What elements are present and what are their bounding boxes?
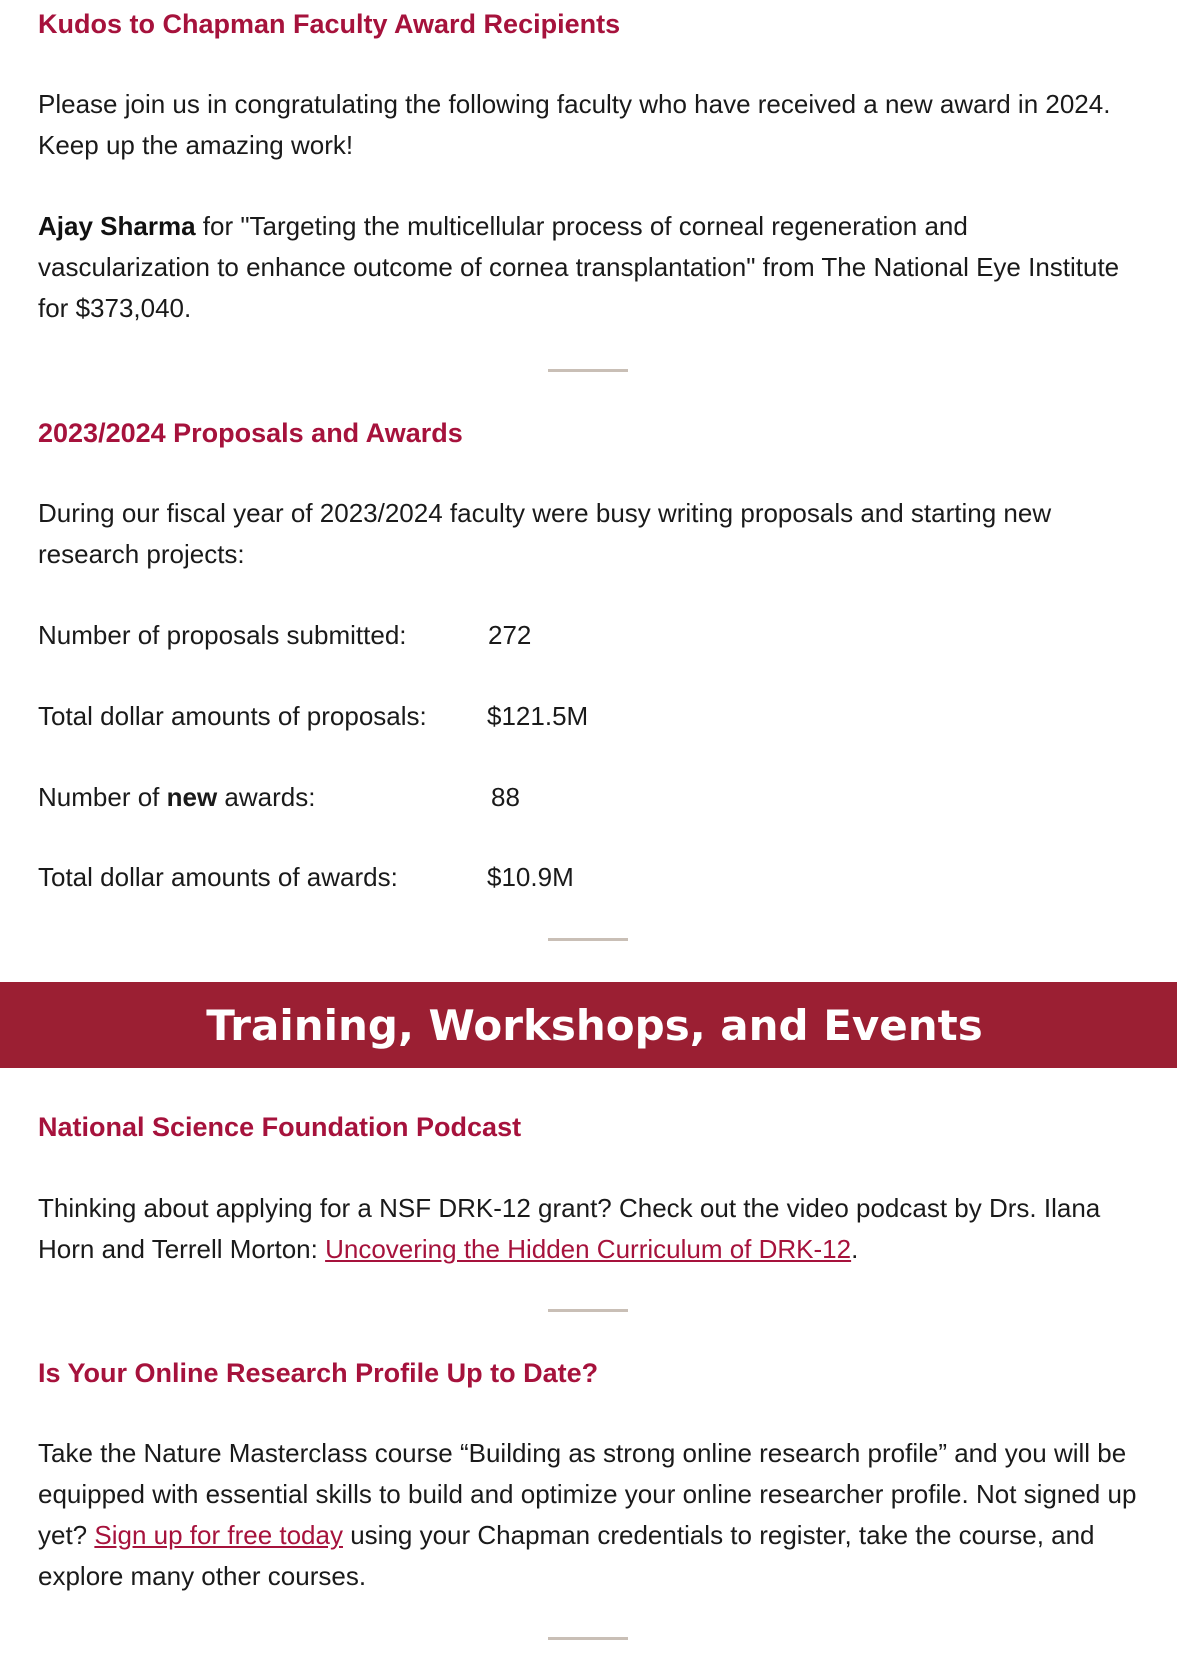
kudos-intro-block [38,84,1143,166]
proposals-heading: 2023/2024 Proposals and Awards [38,418,463,448]
podcast-section [38,1111,1143,1143]
stat-label-new-awards-pre: Number of [38,782,167,812]
proposals-intro: During our fiscal year of 2023/2024 faculty were busy writing proposals and starting new research projects: [38,498,1052,569]
profile-text-block [38,1433,1143,1597]
stat-value-award-dollars: $10.9M [487,862,574,892]
recipient-name: Ajay Sharma [38,211,196,241]
podcast-text-block [38,1188,1143,1270]
podcast-link[interactable]: Uncovering the Hidden Curriculum of DRK-12 [325,1234,852,1264]
signup-link[interactable]: Sign up for free today [94,1520,343,1550]
profile-text-post: using your Chapman credentials to register, take the course, and explore many other courses. [38,1520,1095,1591]
kudos-intro: Please join us in congratulating the following faculty who have received a new award in 2024. Keep up the amazing work! [38,89,1111,160]
section-divider [548,1309,628,1312]
banner-title: Training, Workshops, and Events [206,1000,983,1050]
proposals-intro-block [38,493,1143,575]
profile-text-pre: Take the Nature Masterclass course “Building as strong online research profile” and you will be equipped with essential skills to build and optimize your online researcher profile. Not signed up yet? [38,1438,1137,1550]
podcast-text-pre: Thinking about applying for a NSF DRK-12 grant? Check out the video podcast by Drs. Ilana Horn and Terrell Morton: [38,1193,1101,1264]
stat-value-proposal-dollars: $121.5M [487,701,589,731]
kudos-recipient [38,206,1143,329]
stat-label-new-awards [38,780,315,814]
profile-text [38,1433,1143,1597]
section-divider [548,369,628,372]
section-divider [548,938,628,941]
stat-label-new-awards-bold: new [166,782,218,812]
stat-label-submitted: Number of proposals submitted: [38,620,407,650]
kudos-recipient-block [38,206,1143,329]
proposals-section [38,417,1143,449]
stat-label-award-dollars: Total dollar amounts of awards: [38,862,398,892]
stat-value-submitted: 272 [488,620,532,650]
recipient-award-text: for "Targeting the multicellular process of corneal regeneration and vascularization to enhance outcome of cornea transplantation" from The National Eye Institute for $373,040. [38,211,1120,323]
profile-section [38,1357,1143,1389]
stat-value-new-awards: 88 [491,782,520,812]
section-divider [548,1637,628,1640]
stat-label-proposal-dollars: Total dollar amounts of proposals: [38,701,427,731]
events-banner [0,982,1177,1068]
podcast-text [38,1188,1143,1270]
kudos-section [38,8,1143,40]
profile-heading: Is Your Online Research Profile Up to Date? [38,1358,599,1388]
kudos-heading: Kudos to Chapman Faculty Award Recipients [38,9,621,39]
podcast-text-post: . [851,1234,859,1264]
stat-label-new-awards-post: awards: [217,782,316,812]
podcast-heading: National Science Foundation Podcast [38,1112,522,1142]
